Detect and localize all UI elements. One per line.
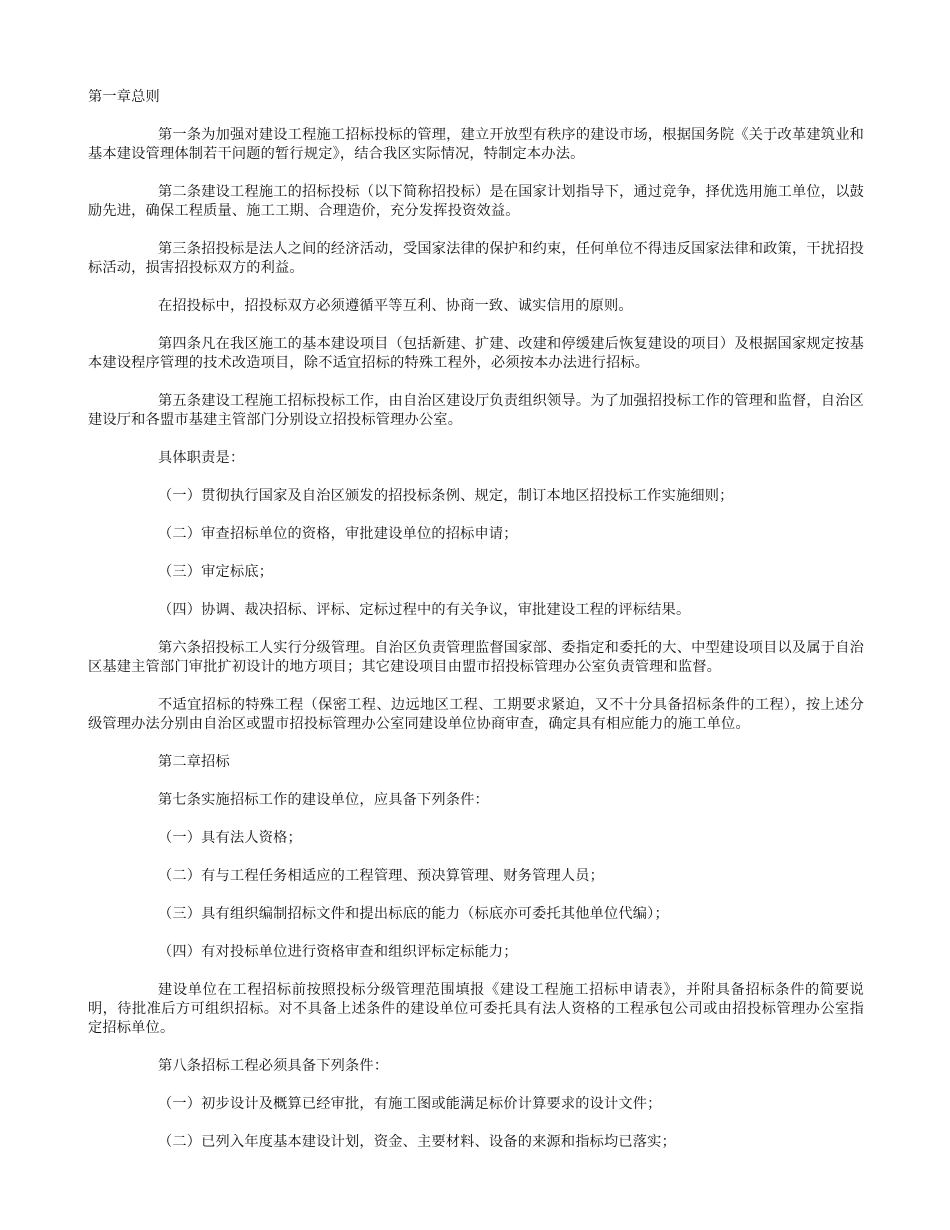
list-item: （二）已列入年度基本建设计划，资金、主要材料、设备的来源和指标均已落实； — [158, 1134, 676, 1150]
paragraph: 不适宜招标的特殊工程（保密工程、边远地区工程、工期要求紧迫，又不十分具备招标条件的工程），按上述分级管理办法分别由自治区或盟市招投标管理办公室同建设单位协商审查，确定具有相应能力的施工单位。 — [88, 697, 864, 732]
list-item: （二）审查招标单位的资格，审批建设单位的招标申请； — [158, 526, 518, 542]
list-item: （三）审定标底； — [158, 564, 274, 580]
paragraph: 第一条为加强对建设工程施工招标投标的管理，建立开放型有秩序的建设市场，根据国务院《关于改革建筑业和基本建设管理体制若干问题的暂行规定》，结合我区实际情况，特制定本办法。 — [88, 127, 864, 162]
list-item: （一）初步设计及概算已经审批，有施工图或能满足标价计算要求的设计文件； — [158, 1096, 662, 1112]
paragraph: 第二条建设工程施工的招标投标（以下简称招投标）是在国家计划指导下，通过竞争，择优选用施工单位，以鼓励先进，确保工程质量、施工工期、合理造价，充分发挥投资效益。 — [88, 184, 864, 219]
paragraph: 第八条招标工程必须具备下列条件： — [158, 1058, 389, 1074]
paragraph: 具体职责是： — [158, 450, 245, 466]
list-item: （一）贯彻执行国家及自治区颁发的招投标条例、规定，制订本地区招投标工作实施细则； — [158, 488, 734, 504]
list-item: （二）有与工程任务相适应的工程管理、预决算管理、财务管理人员； — [158, 868, 605, 884]
chapter-heading: 第一章总则 — [88, 89, 160, 105]
paragraph: 第四条凡在我区施工的基本建设项目（包括新建、扩建、改建和停缓建后恢复建设的项目）及根据国家规定按基本建设程序管理的技术改造项目，除不适宜招标的特殊工程外，必须按本办法进行招标。 — [88, 336, 864, 371]
list-item: （四）有对投标单位进行资格审查和组织评标定标能力； — [158, 944, 518, 960]
list-item: （三）具有组织编制招标文件和提出标底的能力（标底亦可委托其他单位代编）； — [158, 906, 669, 922]
paragraph: 建设单位在工程招标前按照投标分级管理范围填报《建设工程施工招标申请表》，并附具备招标条件的简要说明，待批准后方可组织招标。对不具备上述条件的建设单位可委托具有法人资格的工程承包公司或由招投标管理办公室指定招标单位。 — [88, 982, 864, 1036]
paragraph: 第六条招投标工人实行分级管理。自治区负责管理监督国家部、委指定和委托的大、中型建设项目以及属于自治区基建主管部门审批扩初设计的地方项目；其它建设项目由盟市招投标管理办公室负责管理和监督。 — [88, 640, 864, 675]
chapter-heading: 第二章招标 — [158, 754, 230, 770]
paragraph: 第五条建设工程施工招标投标工作，由自治区建设厅负责组织领导。为了加强招投标工作的管理和监督，自治区建设厅和各盟市基建主管部门分别设立招投标管理办公室。 — [88, 393, 864, 428]
paragraph: 在招投标中，招投标双方必须遵循平等互利、协商一致、诚实信用的原则。 — [158, 298, 633, 314]
list-item: （一）具有法人资格； — [158, 830, 302, 846]
paragraph: 第三条招投标是法人之间的经济活动，受国家法律的保护和约束，任何单位不得违反国家法律和政策，干扰招投标活动，损害招投标双方的利益。 — [88, 241, 864, 276]
list-item: （四）协调、裁决招标、评标、定标过程中的有关争议，审批建设工程的评标结果。 — [158, 602, 691, 618]
paragraph: 第七条实施招标工作的建设单位，应具备下列条件： — [158, 792, 489, 808]
